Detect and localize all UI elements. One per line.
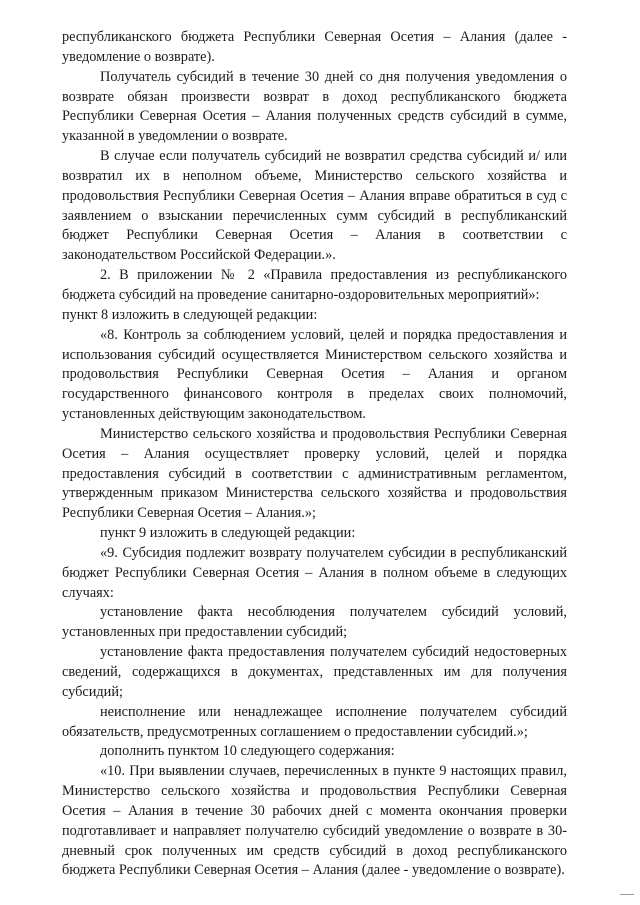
paragraph-6: «8. Контроль за соблюдением условий, целей и порядка предоставления и использования субсидий осуществляется Министерством сельского хозяйства и продовольствия Республики Северная Осетия – Алания и органом государственного финансового контроля в пределах своих полномочий, установленных действующим законодательством. bbox=[62, 326, 567, 423]
paragraph-2: Получатель субсидий в течение 30 дней со дня получения уведомления о возврате обязан произвести возврат в доход республиканского бюджета Республики Северная Осетия – Алания полученных средств субсидий в сумме, указанной в уведомлении о возврате. bbox=[62, 68, 567, 145]
page-corner-mark bbox=[620, 894, 634, 895]
paragraph-10: установление факта несоблюдения получателем субсидий условий, установленных при предоставлении субсидий; bbox=[62, 604, 567, 641]
paragraph-1: республиканского бюджета Республики Северная Осетия – Алания (далее - уведомление о возврате). bbox=[62, 29, 567, 65]
paragraph-3: В случае если получатель субсидий не возвратил средства субсидий и/ или возвратил их в неполном объеме, Министерство сельского хозяйства и продовольствия Республики Северная Осетия – Алания вправе обратиться в суд с заявлением о взыскании перечисленных сумм субсидий в республиканский бюджет Республики Северная Осетия – Алания в соответствии с законодательством Российской Федерации.». bbox=[62, 148, 567, 264]
paragraph-7: Министерство сельского хозяйства и продовольствия Республики Северная Осетия – Алания осуществляет проверку условий, целей и порядка предоставления субсидий в соответствии с административным регламентом, утвержденным приказом Министерства сельского хозяйства и продовольствия Республики Северная Осетия – Алания.»; bbox=[62, 425, 567, 522]
document-page bbox=[62, 28, 567, 881]
paragraph-8: пункт 9 изложить в следующей редакции: bbox=[100, 525, 356, 542]
paragraph-11: установление факта предоставления получателем субсидий недостоверных сведений, содержащихся в документах, представленных им для получения субсидий; bbox=[62, 644, 567, 700]
paragraph-13: дополнить пунктом 10 следующего содержания: bbox=[100, 743, 395, 760]
paragraph-9: «9. Субсидия подлежит возврату получателем субсидии в республиканский бюджет Республики Северная Осетия – Алания в полном объеме в следующих случаях: bbox=[62, 544, 567, 601]
paragraph-4: 2. В приложении № 2 «Правила предоставления из республиканского бюджета субсидий на проведение санитарно-оздоровительных мероприятий»: bbox=[62, 267, 567, 303]
paragraph-5: пункт 8 изложить в следующей редакции: bbox=[62, 306, 318, 323]
paragraph-14: «10. При выявлении случаев, перечисленных в пункте 9 настоящих правил, Министерство сельского хозяйства и продовольствия Республики Северная Осетия – Алания в течение 30 рабочих дней с момента окончания проверки подготавливает и направляет получателю субсидий уведомление о возврате в 30-дневный срок полученных им средств субсидий в доход республиканского бюджета Республики Северная Осетия – Алания (далее - уведомление о возврате). bbox=[62, 763, 567, 879]
paragraph-12: неисполнение или ненадлежащее исполнение получателем субсидий обязательств, предусмотренных соглашением о предоставлении субсидий.»; bbox=[62, 703, 567, 740]
